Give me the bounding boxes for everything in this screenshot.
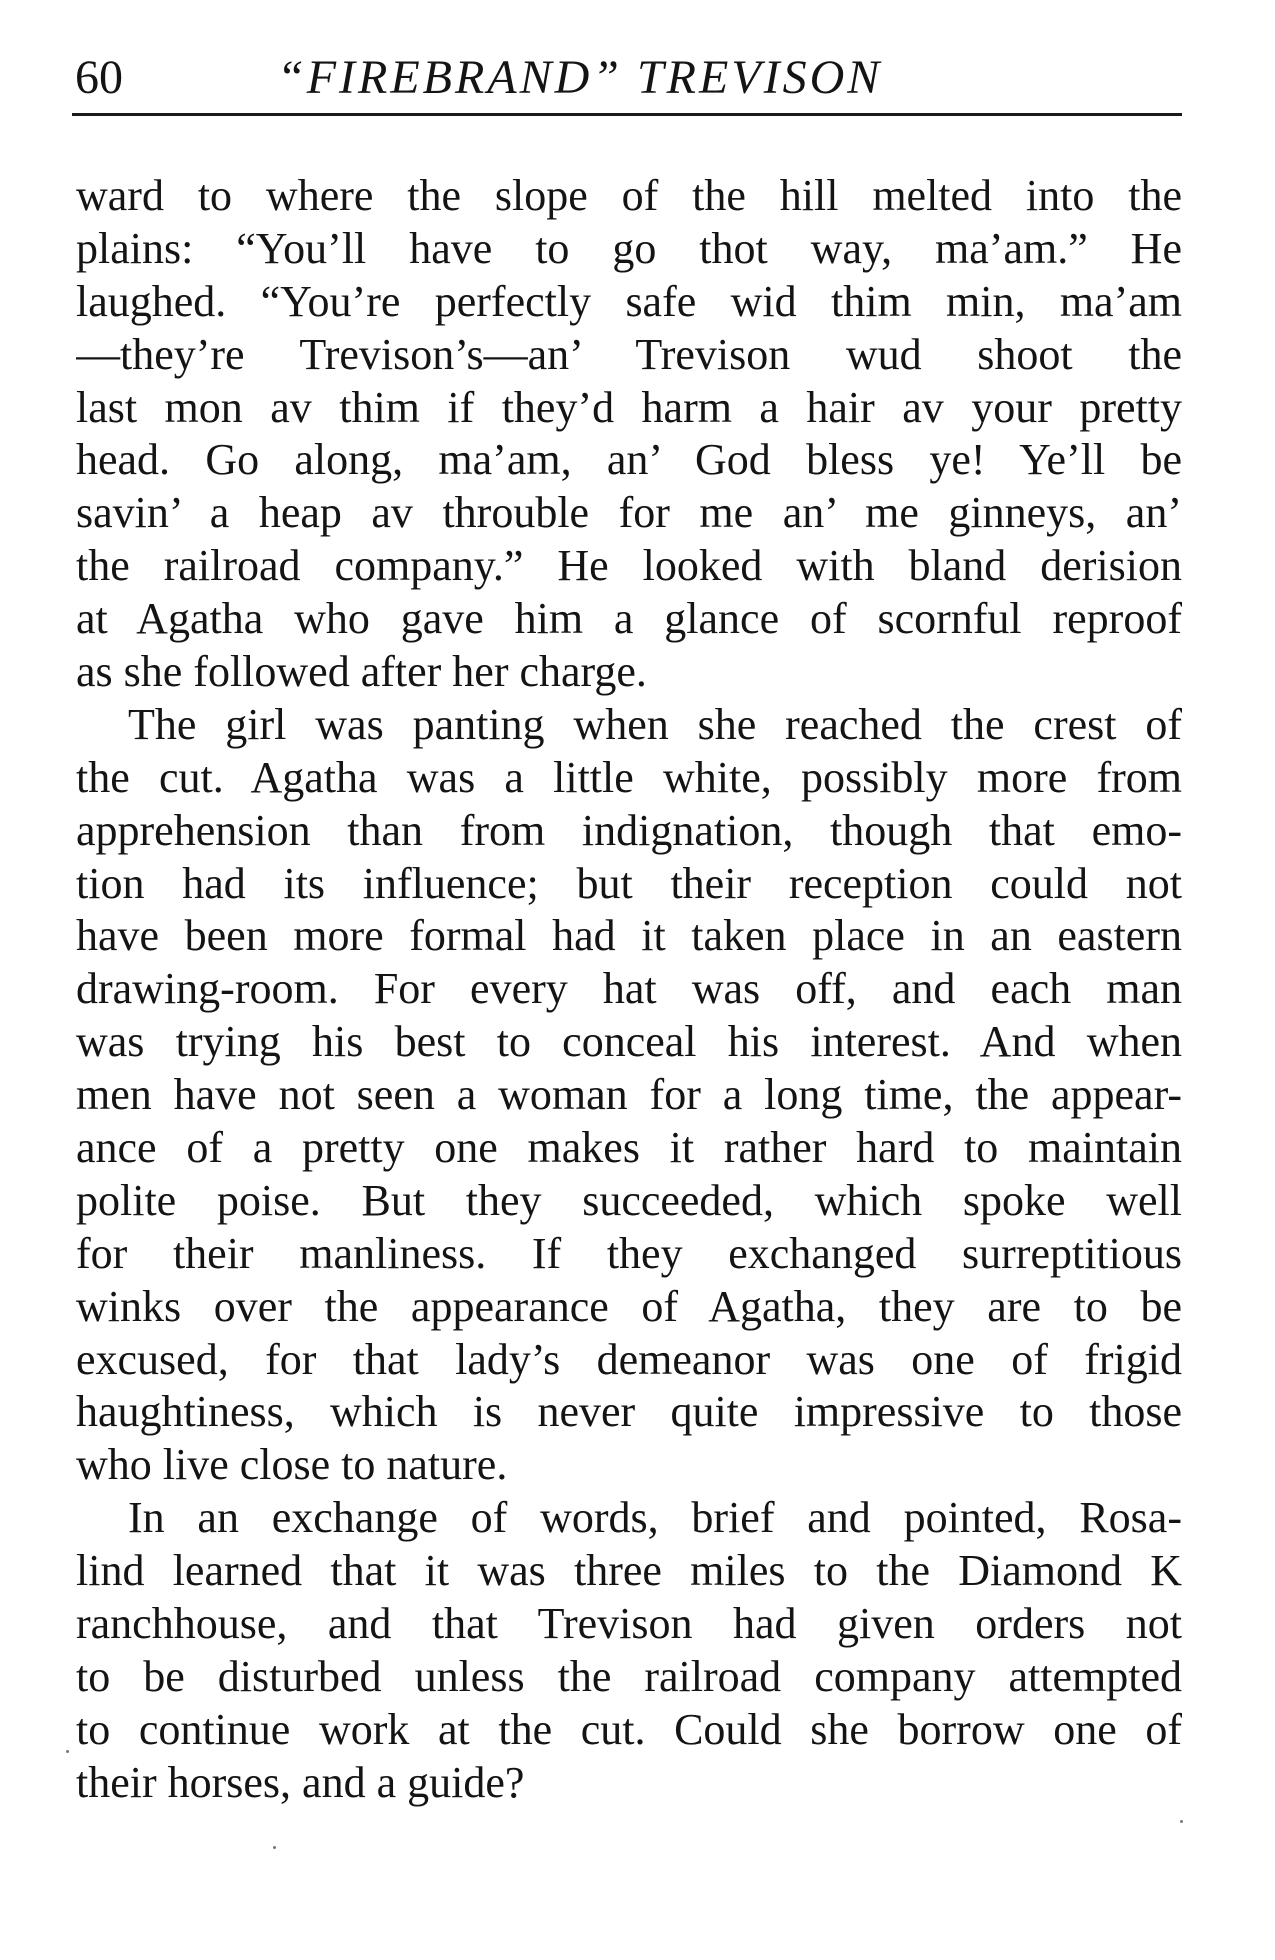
- text-line: ward to where the slope of the hill melted into the: [76, 171, 1182, 220]
- text-line: laughed. “You’re perfectly safe wid thim min, ma’am: [76, 276, 1182, 326]
- scan-speck: [66, 1750, 69, 1753]
- text-line: savin’ a heap av throuble for me an’ me ginneys, an’: [76, 488, 1182, 538]
- text-line: ance of a pretty one makes it rather hard to maintain: [76, 1123, 1182, 1173]
- text-line: lind learned that it was three miles to the Diamond K: [76, 1546, 1182, 1596]
- text-line: was trying his best to conceal his interest. And when: [76, 1017, 1182, 1067]
- text-line: tion had its influence; but their reception could not: [76, 858, 1182, 908]
- text-line: apprehension than from indignation, though that emo-: [76, 805, 1182, 855]
- page-number: 60: [75, 51, 123, 104]
- text-line: to be disturbed unless the railroad company attempted: [76, 1651, 1182, 1701]
- text-line: who live close to nature.: [76, 1440, 508, 1490]
- text-line: ranchhouse, and that Trevison had given orders not: [76, 1599, 1182, 1649]
- text-line: the cut. Agatha was a little white, possibly more from: [76, 752, 1182, 802]
- text-line: have been more formal had it taken place in an eastern: [76, 911, 1182, 961]
- header-rule: [72, 113, 1182, 116]
- text-line: In an exchange of words, brief and pointed, Rosa-: [128, 1493, 1182, 1543]
- text-line: head. Go along, ma’am, an’ God bless ye! Ye’ll be: [76, 435, 1182, 485]
- text-line: to continue work at the cut. Could she borrow one of: [76, 1704, 1182, 1754]
- scan-speck: [273, 1846, 276, 1849]
- text-line: plains: “You’ll have to go thot way, ma’am.” He: [76, 223, 1182, 273]
- text-line: men have not seen a woman for a long time, the appear-: [76, 1070, 1182, 1120]
- text-line: haughtiness, which is never quite impressive to those: [76, 1387, 1182, 1437]
- text-line: winks over the appearance of Agatha, they are to be: [76, 1281, 1182, 1331]
- running-head: [75, 48, 1180, 108]
- text-line: drawing-room. For every hat was off, and each man: [76, 964, 1182, 1014]
- text-line: excused, for that lady’s demeanor was one of frigid: [76, 1334, 1182, 1384]
- text-line: as she followed after her charge.: [76, 647, 647, 697]
- text-line: last mon av thim if they’d harm a hair av your pretty: [76, 382, 1182, 432]
- book-title: “FIREBRAND” TREVISON: [277, 51, 883, 104]
- scan-speck: [1180, 1820, 1183, 1823]
- text-line: polite poise. But they succeeded, which spoke well: [76, 1175, 1182, 1225]
- text-line: at Agatha who gave him a glance of scornful reproof: [76, 594, 1182, 644]
- body-text: [76, 170, 1182, 1810]
- text-line: The girl was panting when she reached the crest of: [128, 699, 1182, 749]
- text-line: for their manliness. If they exchanged surreptitious: [76, 1228, 1182, 1278]
- text-line: —they’re Trevison’s—an’ Trevison wud shoot the: [76, 329, 1182, 379]
- text-line: their horses, and a guide?: [76, 1757, 525, 1807]
- text-line: the railroad company.” He looked with bland derision: [76, 541, 1182, 591]
